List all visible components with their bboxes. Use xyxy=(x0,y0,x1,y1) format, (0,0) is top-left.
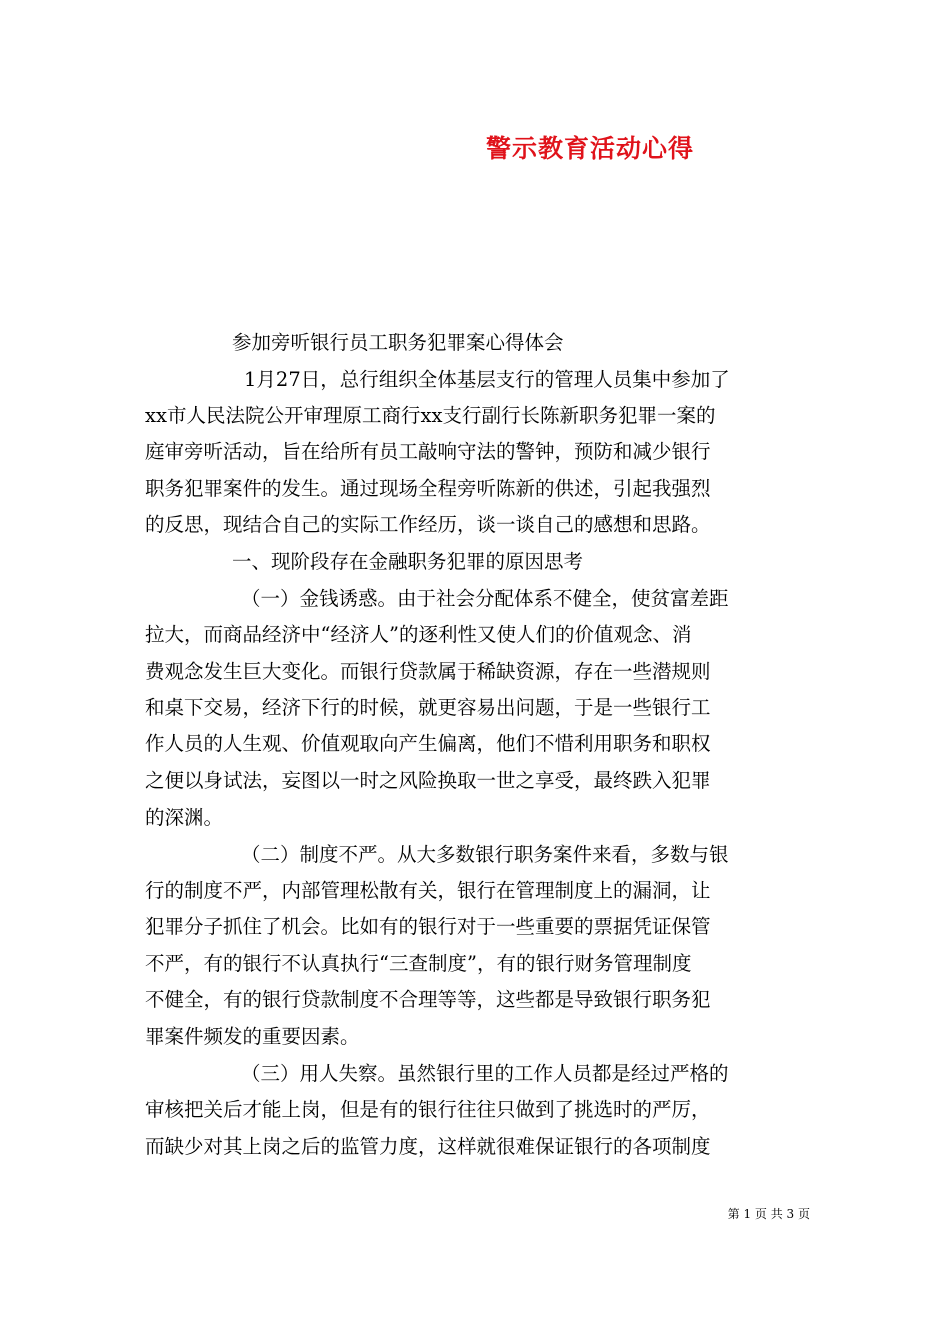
body-line: （一）金钱诱惑。由于社会分配体系不健全，使贫富差距 xyxy=(241,587,729,610)
body-line: xx市人民法院公开审理原工商行xx支行副行长陈新职务犯罪一案的 xyxy=(145,404,716,427)
body-line: 而缺少对其上岗之后的监管力度，这样就很难保证银行的各项制度 xyxy=(145,1135,711,1158)
body-line: 作人员的人生观、价值观取向产生偏离，他们不惜利用职务和职权 xyxy=(145,732,711,755)
body-line: 犯罪分子抓住了机会。比如有的银行对于一些重要的票据凭证保管 xyxy=(145,915,711,938)
body-line: 行的制度不严，内部管理松散有关，银行在管理制度上的漏洞，让 xyxy=(145,879,711,902)
body-line: （二）制度不严。从大多数银行职务案件来看，多数与银 xyxy=(241,843,729,866)
body-line: 和桌下交易，经济下行的时候，就更容易出问题，于是一些银行工 xyxy=(145,696,711,719)
body-line: 之便以身试法，妄图以一时之风险换取一世之享受，最终跌入犯罪 xyxy=(145,769,711,792)
document-title: 警示教育活动心得 xyxy=(485,134,694,163)
body-line: 审核把关后才能上岗，但是有的银行往往只做到了挑选时的严厉， xyxy=(145,1098,711,1121)
subtitle: 参加旁听银行员工职务犯罪案心得体会 xyxy=(232,331,564,354)
body-line: （三）用人失察。虽然银行里的工作人员都是经过严格的 xyxy=(241,1062,729,1085)
body-line: 职务犯罪案件的发生。通过现场全程旁听陈新的供述，引起我强烈 xyxy=(145,477,711,500)
body-line: 不健全，有的银行贷款制度不合理等等，这些都是导致银行职务犯 xyxy=(145,988,711,1011)
body-line: 的反思，现结合自己的实际工作经历，谈一谈自己的感想和思路。 xyxy=(145,513,711,536)
section-heading: 一、现阶段存在金融职务犯罪的原因思考 xyxy=(232,550,584,573)
body-line: 不严，有的银行不认真执行“三查制度”，有的银行财务管理制度 xyxy=(145,952,692,975)
body-line: 庭审旁听活动，旨在给所有员工敲响守法的警钟，预防和减少银行 xyxy=(145,440,711,463)
page-footer: 第 1 页 共 3 页 xyxy=(727,1207,810,1221)
body-line: 费观念发生巨大变化。而银行贷款属于稀缺资源，存在一些潜规则 xyxy=(145,660,711,683)
body-line: 的深渊。 xyxy=(145,806,224,829)
body-line: 1月27日，总行组织全体基层支行的管理人员集中参加了 xyxy=(244,368,730,391)
body-line: 拉大，而商品经济中“经济人”的逐利性又使人们的价值观念、消 xyxy=(145,623,692,646)
body-line: 罪案件频发的重要因素。 xyxy=(145,1025,360,1048)
